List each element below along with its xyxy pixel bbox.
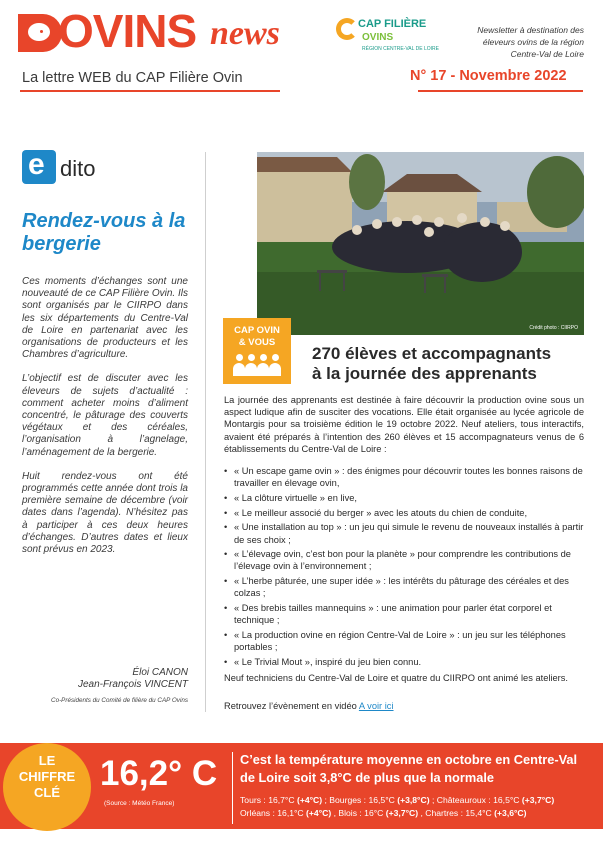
city-temperatures [240,794,600,820]
city-temp: 15,4°C [465,808,495,818]
city-delta: (+4°C) [306,808,332,818]
edito-badge-letter: e [28,148,45,181]
city-temp: 16,5°C [368,795,398,805]
temps-line1 [240,794,600,807]
key-figure-label [3,743,91,831]
signature-1: Éloi CANON [132,667,188,678]
list-item: • « La clôture virtuelle » en live, [224,492,584,504]
key-figure-divider [232,752,233,824]
masthead [0,0,603,100]
article-title-line1: 270 élèves et accompagnants [312,344,552,363]
badge-line2: & VOUS [238,337,276,348]
city-temp: 16,5°C [493,795,522,805]
photo-credit: Crédit photo : CIIRPO [529,325,578,331]
cap-logo-line3: RÉGION CENTRE-VAL DE LOIRE [362,46,439,52]
city-label: , Chartres : [420,808,466,818]
article-title [312,344,582,384]
video-text: Retrouvez l’évènement en vidéo [224,701,357,711]
logo-main: OVINS [58,5,197,57]
city-label: ; Châteauroux : [431,795,494,805]
people-icon [233,354,281,378]
edito-cosign: Co-Présidents du Comité de filière du CAP Ovins [51,697,188,704]
newsletter-note: Newsletter à destination des éleveurs ovins de la région Centre-Val de Loire [477,25,584,59]
list-item: • « L’élevage ovin, c’est bon pour la planète » pour comprendre les contributions de l’élevage ovin à l’environnement ; [224,548,584,572]
header-rule-right [418,90,583,92]
signature-2: Jean-François VINCENT [77,679,188,690]
city-label: ; Bourges : [324,795,369,805]
video-line [224,701,394,711]
city-delta: (+3,6°C) [494,808,527,818]
edito-word: dito [60,156,96,181]
edito-text [22,276,188,568]
temps-line2 [240,807,600,820]
list-item: • « Un escape game ovin » : des énigmes pour découvrir toutes les bonnes raisons de travailler en élevage ovin, [224,465,584,489]
key-figure-value: 16,2° C [100,754,218,793]
issue-number: N° 17 - Novembre 2022 [410,68,567,84]
city-delta: (+3,7°C) [385,808,419,818]
header-rule-left [20,90,280,92]
tagline: La lettre WEB du CAP Filière Ovin [22,70,243,86]
list-item: • « Une installation au top » : un jeu qui simule le revenu de nouveaux installés à partir de ses choix ; [224,521,584,545]
list-item: • « L’herbe pâturée, une super idée » : les intérêts du pâturage des céréales et des colzas ; [224,575,584,599]
city-delta: (+3,8°C) [397,795,430,805]
list-item: • « Le Trivial Mout », inspiré du jeu bien connu. [224,656,584,668]
cap-filiere-logo [336,16,439,66]
key-figure-headline: C’est la température moyenne en octobre en Centre-Val de Loire soit 3,8°C de plus que la normale [240,752,578,785]
city-label: , Blois : [333,808,365,818]
city-label: Tours : [240,795,269,805]
key-figure-source: (Source : Météo France) [104,800,175,807]
column-divider [205,152,206,712]
city-temp: 16,7°C [268,795,297,805]
cap-ovin-vous-badge [223,318,291,384]
edito-paragraph: Ces moments d’échanges sont une nouveauté de ce CAP Filière Ovin. Ils sont organisés par le CIIRPO dans les six départements du Centre-Val de Loire en partenariat avec les organisations de producteurs et les Chambres d’agriculture. [22,276,188,361]
edito-title: Rendez-vous à la bergerie [22,210,186,255]
article-title-line2: à la journée des apprenants [312,364,537,383]
edito-paragraph: L’objectif est de discuter avec les éleveurs de sujets d’actualité : comment acheter moins d’aliment concentré, le pâturage des couverts végétaux et des céréales, l’organisation à l’agnelage, l’aménagement de la bergerie. [22,373,188,458]
sheep-logo-icon [18,14,62,52]
workshop-list [224,465,584,671]
city-delta: (+3,7°C) [521,795,555,805]
list-item: • « Des brebis tailles mannequins » : une animation pour parler état corporel et technique ; [224,602,584,626]
key-label-line2: CHIFFRE [18,769,76,784]
edito-paragraph: Huit rendez-vous ont été programmés cette année dont trois la première semaine de décembre (voir dates dans l’agenda). N’hésitez pas à participer à ces deux heures d’échanges. D’autres dates et lieux sont prévus en 2023. [22,470,188,556]
city-delta: (+4°C) [296,795,323,805]
key-label-line1: LE [38,753,56,768]
city-temp: 16°C [364,808,386,818]
key-label-line3: CLÉ [34,785,60,800]
cap-logo-line2: OVINS [362,32,394,43]
article-outro: Neuf techniciens du Centre-Val de Loire et quatre du CIIRPO ont animé les ateliers. [224,673,568,683]
city-temp: 16,1°C [277,808,307,818]
city-label: Orléans : [240,808,278,818]
list-item: • « La production ovine en région Centre-Val de Loire » : un jeu sur les téléphones portables ; [224,629,584,653]
cap-mark-icon [336,18,358,40]
badge-line1: CAP OVIN [234,325,280,336]
event-photo [257,152,584,335]
list-item: • « Le meilleur associé du berger » avec les atouts du chien de conduite, [224,507,584,519]
edito-badge [22,150,56,184]
cap-logo-line1: CAP FILIÈRE [358,18,427,30]
video-link[interactable]: A voir ici [358,701,394,711]
edito-signature [22,667,188,691]
logo-sub: news [210,15,280,52]
article-intro: La journée des apprenants est destinée à faire découvrir la production ovine sous un aspect ludique afin de susciter des vocations. Elle était organisée au lycée agricole de Montargis pour sa troisième édition le 19 octobre 2022. Neuf ateliers, tous interactifs, avaient été préparés à l’intention des 260 élèves et 15 accompagnateurs venus de 6 établissements du Centre-Val de Loire : [224,395,584,454]
